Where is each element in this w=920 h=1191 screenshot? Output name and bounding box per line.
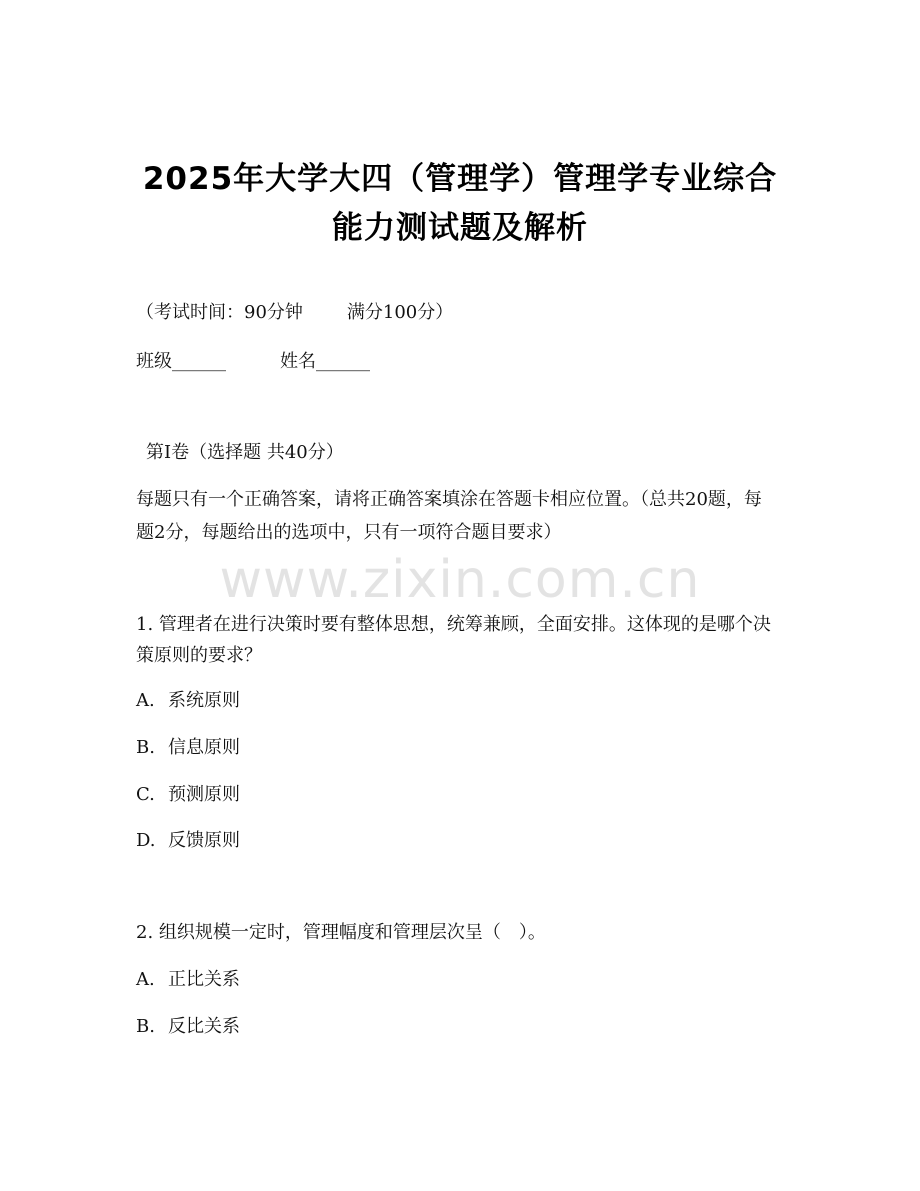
option-letter: C. — [136, 784, 155, 805]
option-text: 系统原则 — [168, 690, 240, 711]
question-2-option-b — [136, 1012, 240, 1042]
option-letter: B. — [136, 737, 155, 758]
student-info — [136, 347, 370, 377]
option-text: 预测原则 — [168, 784, 240, 805]
question-1-option-c — [136, 780, 240, 810]
option-text: 反馈原则 — [168, 830, 240, 851]
full-score: 满分100分） — [346, 302, 454, 323]
watermark: www.zixin.com.cn — [219, 550, 701, 610]
option-letter: A. — [136, 690, 155, 711]
question-1-stem: 1. 管理者在进行决策时要有整体思想，统筹兼顾，全面安排。这体现的是哪个决策原则的要求？ — [136, 614, 771, 666]
class-field: 班级______ — [136, 351, 226, 372]
section-title: 第I卷（选择题 共40分） — [146, 442, 344, 463]
document-title-line-1: 2025年大学大四（管理学）管理学专业综合 — [142, 161, 778, 197]
instructions: 每题只有一个正确答案，请将正确答案填涂在答题卡相应位置。（总共20题，每题2分，每题给出的选项中，只有一项符合题目要求） — [136, 489, 762, 543]
exam-info — [136, 298, 453, 328]
document-title-line-2: 能力测试题及解析 — [332, 210, 588, 246]
name-field: 姓名______ — [280, 351, 370, 372]
option-text: 正比关系 — [168, 969, 240, 990]
option-letter: B. — [136, 1016, 155, 1037]
exam-time: （考试时间：90分钟 — [136, 302, 303, 323]
question-2-option-a — [136, 965, 240, 995]
question-2-stem: 2. 组织规模一定时，管理幅度和管理层次呈（ ）。 — [136, 922, 546, 943]
option-letter: D. — [136, 830, 156, 851]
option-letter: A. — [136, 969, 155, 990]
question-1-option-a — [136, 686, 240, 716]
question-1-option-b — [136, 733, 240, 763]
option-text: 信息原则 — [168, 737, 240, 758]
question-1-option-d — [136, 826, 240, 856]
option-text: 反比关系 — [168, 1016, 240, 1037]
